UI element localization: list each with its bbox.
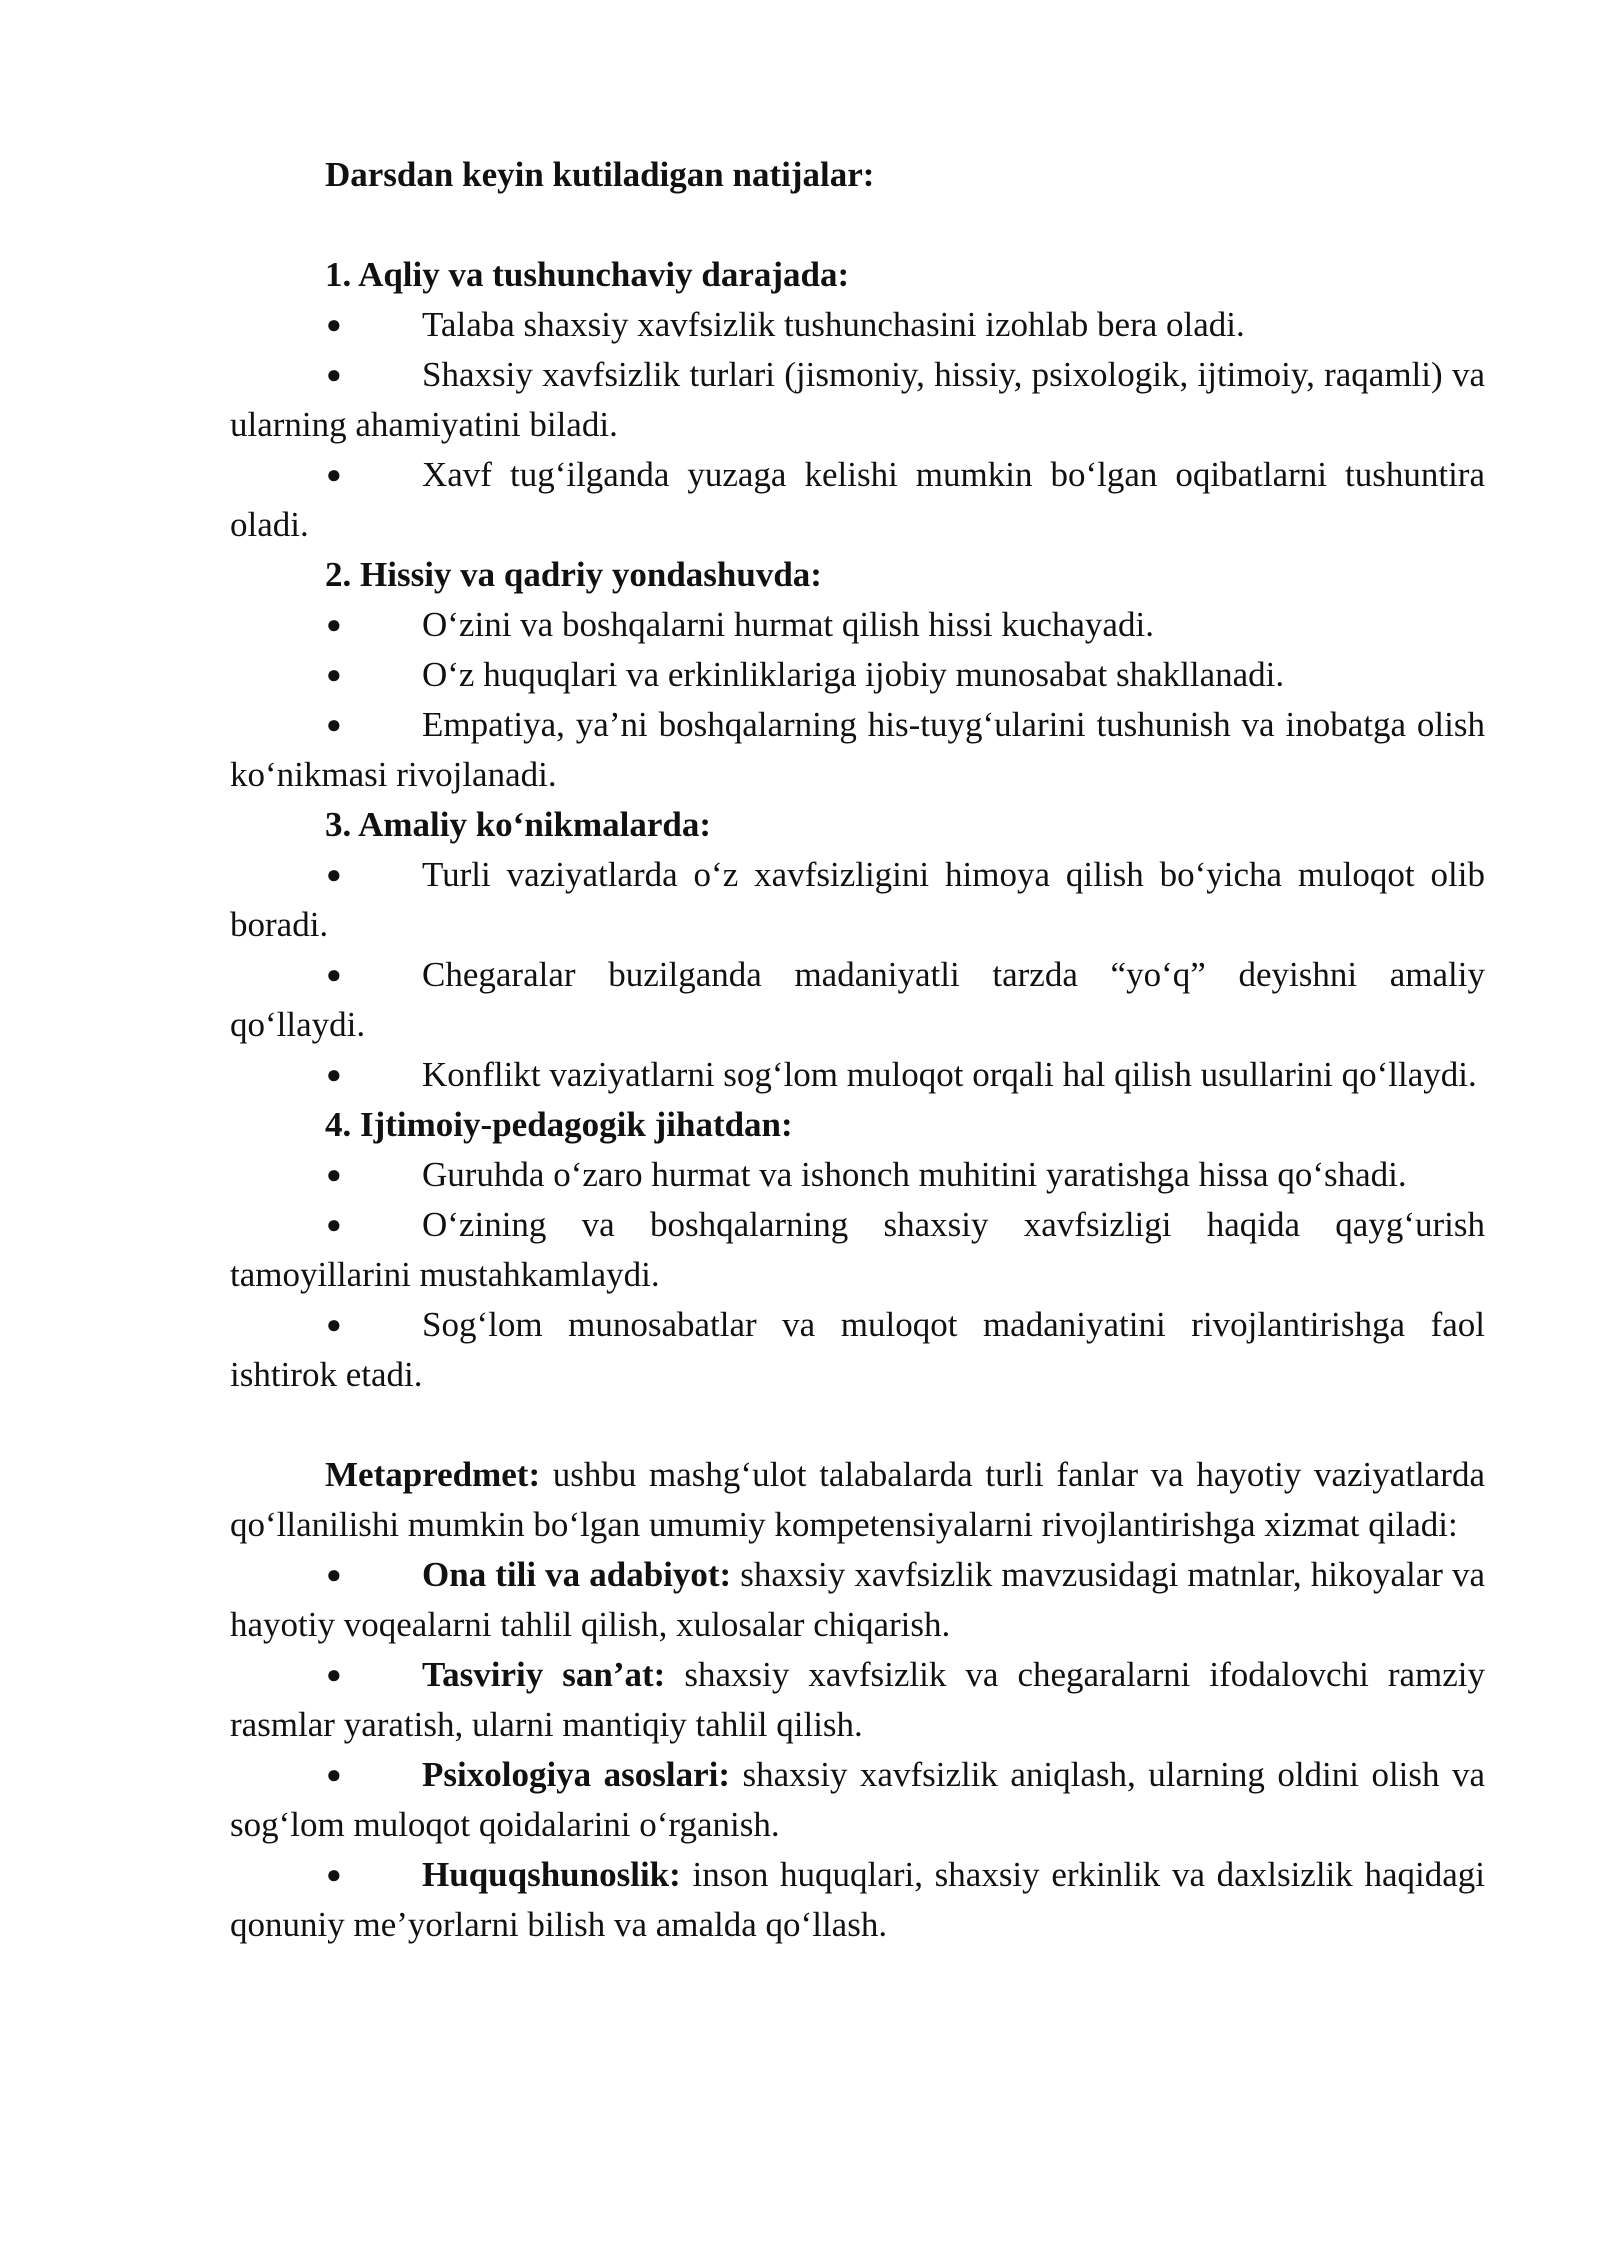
list-item xyxy=(230,1050,1485,1100)
bullet-icon: ● xyxy=(326,1560,342,1589)
bullet-icon: ● xyxy=(326,860,342,889)
bullet-icon: ● xyxy=(326,960,342,989)
list-item xyxy=(230,1850,1485,1950)
list-item-text: Turli vaziyatlarda o‘z xavfsizligini himoya qilish bo‘yicha muloqot olib boradi. xyxy=(230,855,1485,944)
list-item xyxy=(230,700,1485,800)
list-item xyxy=(230,850,1485,950)
list-item xyxy=(230,450,1485,550)
section-2-title: 2. Hissiy va qadriy yondashuvda: xyxy=(325,555,822,594)
subject-label: Ona tili va adabiyot: xyxy=(422,1555,732,1594)
bullet-icon: ● xyxy=(326,360,342,389)
list-item xyxy=(230,1650,1485,1750)
list-item-text: O‘zini va boshqalarni hurmat qilish hissi kuchayadi. xyxy=(422,605,1154,644)
subject-text: shaxsiy xavfsizlik mavzusidagi matnlar, hikoyalar va hayotiy voqealarni tahlil qilish, xulosalar chiqarish. xyxy=(230,1555,1485,1644)
list-item xyxy=(230,950,1485,1050)
list-item xyxy=(230,1200,1485,1300)
list-item-text: O‘z huquqlari va erkinliklariga ijobiy munosabat shakllanadi. xyxy=(422,655,1285,694)
list-item-text: Chegaralar buzilganda madaniyatli tarzda “yo‘q” deyishni amaliy qo‘llaydi. xyxy=(230,955,1485,1044)
bullet-icon: ● xyxy=(326,610,342,639)
subject-text: shaxsiy xavfsizlik aniqlash, ularning oldini olish va sog‘lom muloqot qoidalarini o‘rganish. xyxy=(230,1755,1485,1844)
list-item xyxy=(230,650,1485,700)
bullet-icon: ● xyxy=(326,1160,342,1189)
bullet-icon: ● xyxy=(326,310,342,339)
subject-text: inson huquqlari, shaxsiy erkinlik va daxlsizlik haqidagi qonuniy me’yorlarni bilish va amalda qo‘llash. xyxy=(230,1855,1485,1944)
list-item-text: Xavf tug‘ilganda yuzaga kelishi mumkin bo‘lgan oqibatlarni tushuntira oladi. xyxy=(230,455,1485,544)
bullet-icon: ● xyxy=(326,460,342,489)
subject-text: shaxsiy xavfsizlik va chegaralarni ifodalovchi ramziy rasmlar yaratish, ularni mantiqiy tahlil qilish. xyxy=(230,1655,1485,1744)
bullet-icon: ● xyxy=(326,660,342,689)
subject-label: Huquqshunoslik: xyxy=(422,1855,681,1894)
section-3-title: 3. Amaliy ko‘nikmalarda: xyxy=(325,805,712,844)
bullet-icon: ● xyxy=(326,1860,342,1889)
list-item xyxy=(230,300,1485,350)
section-1-title: 1. Aqliy va tushunchaviy darajada: xyxy=(325,255,850,294)
list-item-text: Shaxsiy xavfsizlik turlari (jismoniy, hissiy, psixologik, ijtimoiy, raqamli) va ularning ahamiyatini biladi. xyxy=(230,355,1485,444)
list-item xyxy=(230,1300,1485,1400)
spacer xyxy=(230,200,1485,250)
metapredmet-label: Metapredmet: xyxy=(325,1455,541,1494)
bullet-icon: ● xyxy=(326,710,342,739)
page-heading: Darsdan keyin kutiladigan natijalar: xyxy=(325,155,875,194)
list-item-text: Guruhda o‘zaro hurmat va ishonch muhitini yaratishga hissa qo‘shadi. xyxy=(422,1155,1407,1194)
bullet-icon: ● xyxy=(326,1760,342,1789)
spacer xyxy=(230,1400,1485,1450)
list-item xyxy=(230,600,1485,650)
list-item-text: O‘zining va boshqalarning shaxsiy xavfsizligi haqida qayg‘urish tamoyillarini mustahkamlaydi. xyxy=(230,1205,1485,1294)
bullet-icon: ● xyxy=(326,1210,342,1239)
list-item-text: Konflikt vaziyatlarni sog‘lom muloqot orqali hal qilish usullarini qo‘llaydi. xyxy=(422,1055,1477,1094)
list-item xyxy=(230,350,1485,450)
subject-label: Psixologiya asoslari: xyxy=(422,1755,731,1794)
list-item-text: Talaba shaxsiy xavfsizlik tushunchasini izohlab bera oladi. xyxy=(422,305,1245,344)
bullet-icon: ● xyxy=(326,1660,342,1689)
list-item xyxy=(230,1550,1485,1650)
list-item xyxy=(230,1150,1485,1200)
list-item-text: Sog‘lom munosabatlar va muloqot madaniyatini rivojlantirishga faol ishtirok etadi. xyxy=(230,1305,1485,1394)
metapredmet-text: ushbu mashg‘ulot talabalarda turli fanlar va hayotiy vaziyatlarda qo‘llanilishi mumkin bo‘lgan umumiy kompetensiyalarni rivojlantirishga xizmat qiladi: xyxy=(230,1455,1485,1544)
bullet-icon: ● xyxy=(326,1310,342,1339)
document-body xyxy=(230,150,1485,1950)
list-item xyxy=(230,1750,1485,1850)
bullet-icon: ● xyxy=(326,1060,342,1089)
list-item-text: Empatiya, ya’ni boshqalarning his-tuyg‘ularini tushunish va inobatga olish ko‘nikmasi rivojlanadi. xyxy=(230,705,1485,794)
metapredmet-paragraph xyxy=(230,1450,1485,1550)
section-4-title: 4. Ijtimoiy-pedagogik jihatdan: xyxy=(325,1105,793,1144)
subject-label: Tasviriy san’at: xyxy=(422,1655,666,1694)
